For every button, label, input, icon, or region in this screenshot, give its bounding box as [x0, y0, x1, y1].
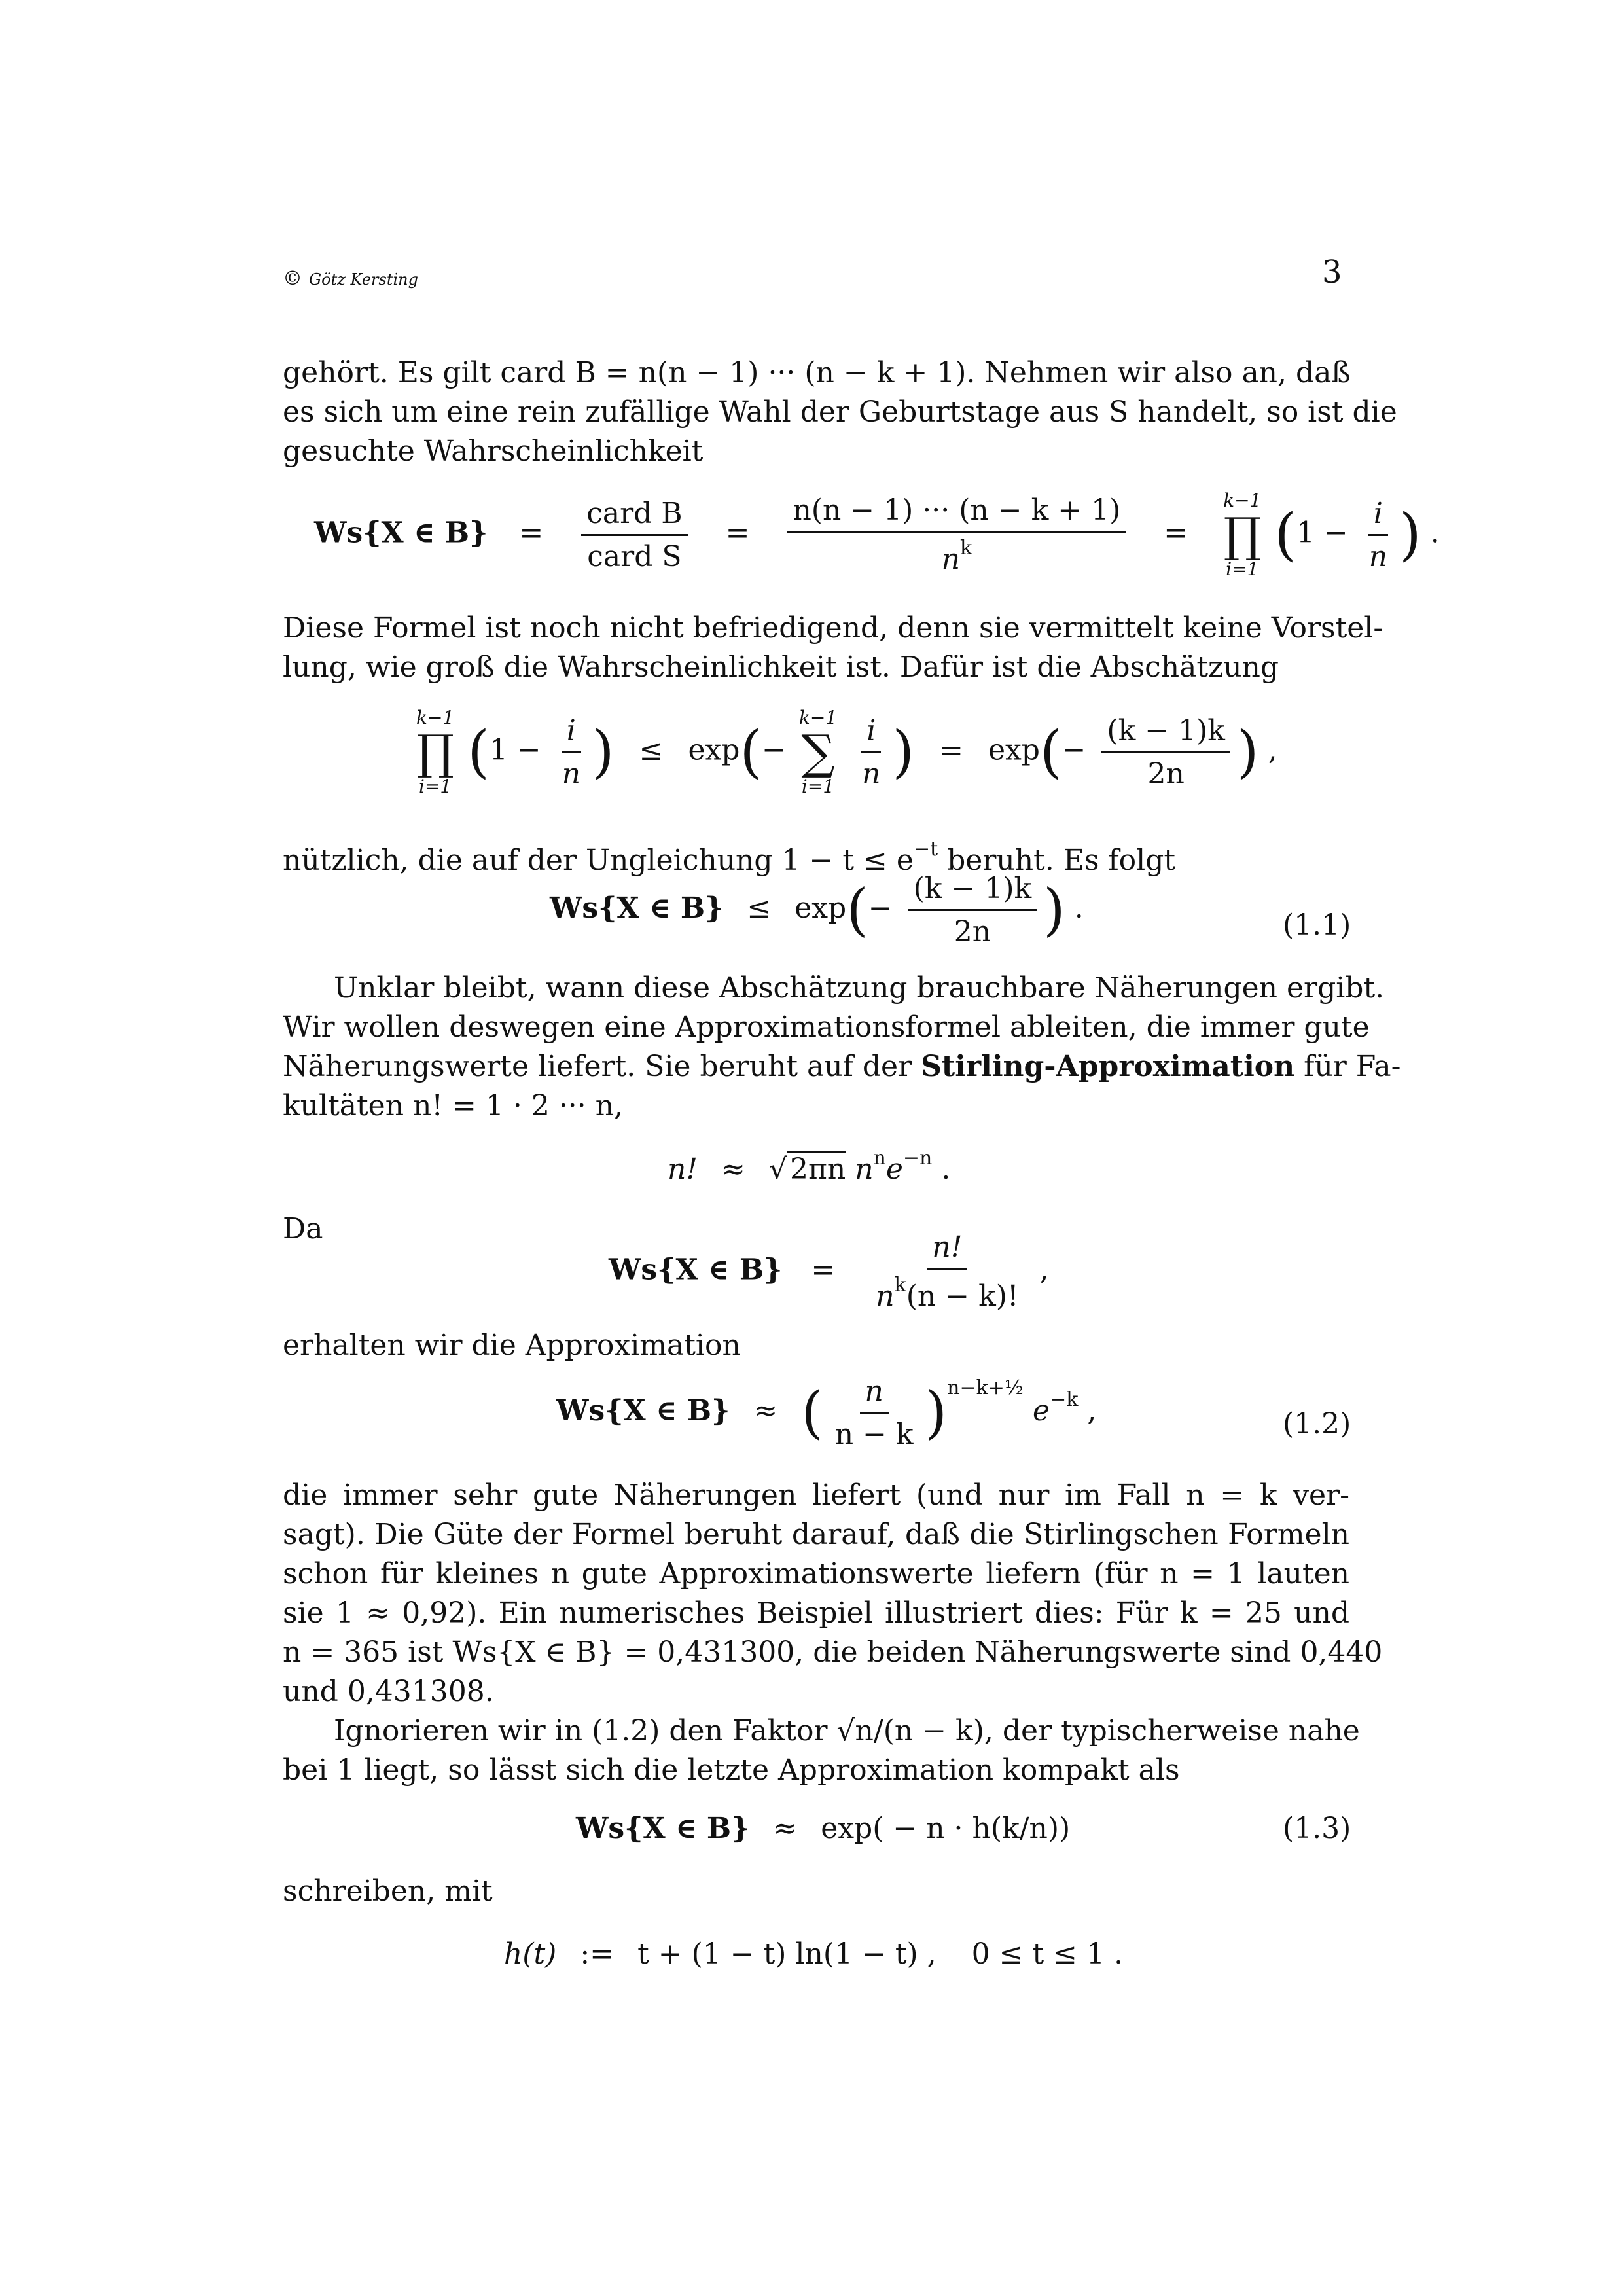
text-line: sie 1 ≈ 0,92). Ein numerisches Beispiel illustriert dies: Für k = 25 und	[283, 1596, 1349, 1630]
running-header	[283, 267, 418, 290]
page-number: 3	[1322, 254, 1342, 291]
product-operator: k−1 ∏ i=1	[1223, 490, 1262, 580]
equation-1-1: Ws{X ∈ B} ≤ exp(− $\frac{(k - 1)k}{2n}$ ) .	[550, 872, 1084, 948]
text-line: und 0,431308.	[283, 1675, 494, 1708]
text-line: Da	[283, 1212, 323, 1246]
text-line: sagt). Die Güte der Formel beruht darauf, daß die Stirlingschen Formeln	[283, 1518, 1349, 1551]
text-line: Näherungswerte liefert. Sie beruht auf der Stirling-Approximation für Fa-	[283, 1050, 1401, 1083]
equation-exact: Ws{X ∈ B} = $\frac{n!}{n^k(n - k)!}$ ,	[609, 1230, 1049, 1313]
text-line: Ignorieren wir in (1.2) den Faktor √n/(n − k), der typischerweise nahe	[334, 1714, 1360, 1748]
eq-sign: =	[1164, 516, 1188, 550]
text-line: bei 1 liegt, so lässt sich die letzte Approximation kompakt als	[283, 1753, 1180, 1787]
fraction-numerator: n(n − 1) ··· (n − k + 1)	[787, 493, 1126, 533]
equation-number: (1.2)	[1283, 1407, 1351, 1441]
fraction-card	[581, 497, 687, 573]
equation-stirling: n! ≈ √2πn $n^ne^{-n}$ .	[668, 1147, 951, 1186]
equation-estimate: k−1 ∏ i=1 (1 − $\frac{i}{n}$ ) ≤ exp(− k−1 ∑ i=1 $\frac{i}{n}$ ) = exp(− $\frac{(k - 1)k}{2n}$ ) ,	[416, 707, 1277, 797]
term-stirling: Stirling-Approximation	[921, 1050, 1295, 1083]
text-line: gehört. Es gilt card B = n(n − 1) ··· (n − k + 1). Nehmen wir also an, daß	[283, 356, 1351, 389]
paragraph-2	[283, 609, 1383, 687]
author-name: Götz Kersting	[309, 270, 418, 289]
fraction-denominator: $n^k$	[941, 537, 972, 576]
text-line: Diese Formel ist noch nicht befriedigend, denn sie vermittelt keine Vorstel-	[283, 611, 1383, 645]
fraction-denominator: card S	[587, 539, 682, 573]
eq-sign: =	[519, 516, 544, 550]
text-line: es sich um eine rein zufällige Wahl der Geburtstage aus S handelt, so ist die	[283, 395, 1397, 429]
text-line: schreiben, mit	[283, 1874, 493, 1908]
text-line: schon für kleines n gute Approximationswerte liefern (für n = 1 lauten	[283, 1557, 1349, 1590]
text-line: erhalten wir die Approximation	[283, 1329, 741, 1362]
equation-h-definition: h(t) := t + (1 − t) ln(1 − t) , 0 ≤ t ≤ 1 .	[504, 1937, 1123, 1971]
paragraph-7	[283, 1712, 1360, 1790]
equation-number: (1.3)	[1283, 1812, 1351, 1845]
text-line: n = 365 ist Ws{X ∈ B} = 0,431300, die beiden Näherungswerte sind 0,440	[283, 1636, 1383, 1669]
term: 1 −	[1296, 516, 1348, 550]
fraction-numerator: card B	[581, 497, 687, 536]
eq-lhs: Ws{X ∈ B}	[314, 516, 488, 550]
text-line: Wir wollen deswegen eine Approximationsformel ableiten, die immer gute	[283, 1011, 1370, 1044]
equation-number: (1.1)	[1283, 908, 1351, 942]
product-operator: k−1 ∏ i=1	[416, 707, 455, 797]
text-line: die immer sehr gute Näherungen liefert (und nur im Fall n = k ver-	[283, 1479, 1349, 1512]
equation-1-2: Ws{X ∈ B} ≈ ( $\frac{n}{n - k}$ )$^{n-k+\frac{1}{2}}$ $e^{-k}$ ,	[556, 1374, 1097, 1451]
paragraph-8	[283, 1872, 1349, 1911]
copyright-symbol: ©	[283, 267, 302, 290]
paragraph-4	[283, 969, 1401, 1126]
paragraph-1	[283, 353, 1397, 471]
fraction-i-over-n: $\frac{i}{n}$	[1368, 496, 1388, 573]
text-line: gesuchte Wahrscheinlichkeit	[283, 435, 704, 468]
text-line: kultäten n! = 1 · 2 ··· n,	[283, 1089, 624, 1122]
equation-1-3: Ws{X ∈ B} ≈ exp( − n · h(k/n))	[576, 1812, 1071, 1845]
paragraph-5	[283, 1326, 1349, 1365]
paragraph-6	[283, 1476, 1383, 1712]
eq-sign: =	[725, 516, 750, 550]
equation-probability: Ws{X ∈ B} = $\frac{\text{card B}}{\text{card S}}$ = $\frac{n(n - 1) \cdot\cdot\cdot (n - k + 1)}{n^k}$ = k−1 ∏ i=1 (1 − $\frac{i}{n}$ ) .	[314, 490, 1440, 580]
text-line: nützlich, die auf der Ungleichung $1 - t \le e^{-t}$ beruht. Es folgt	[283, 838, 1176, 877]
fraction-falling-factorial	[787, 493, 1126, 576]
text-line: lung, wie groß die Wahrscheinlichkeit ist. Dafür ist die Abschätzung	[283, 651, 1279, 684]
sum-operator: k−1 ∑ i=1	[798, 707, 838, 797]
text-line: Unklar bleibt, wann diese Abschätzung brauchbare Näherungen ergibt.	[334, 971, 1385, 1005]
